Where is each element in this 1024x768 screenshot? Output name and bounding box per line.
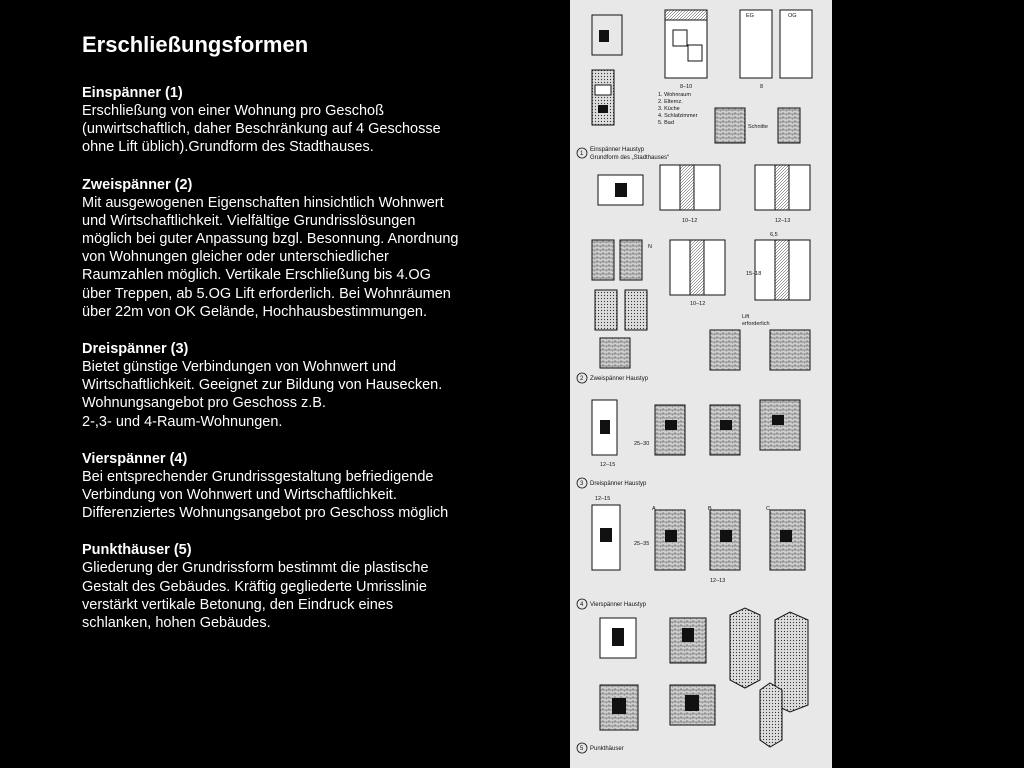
section-dreispaenner	[82, 340, 512, 431]
dim-label: 25–35	[634, 541, 650, 547]
dim-label: 25–30	[634, 441, 650, 447]
slide-title: Erschließungsformen	[82, 32, 309, 57]
legend-item: 2. Elternz.	[658, 99, 683, 105]
section-heading: Vierspänner (4)	[82, 450, 188, 467]
caption-4	[577, 599, 647, 609]
dim-label: 15–18	[746, 271, 762, 277]
label-b: B	[708, 506, 712, 512]
dreispaenner-drawings	[577, 400, 800, 488]
section-heading: Dreispänner (3)	[82, 341, 189, 358]
section-punkthaeuser	[82, 541, 512, 632]
caption-number: 2	[580, 376, 584, 382]
lift-label: Lift	[742, 314, 750, 320]
caption-text: Vierspänner Haustyp	[590, 602, 646, 608]
section-vierspaenner	[82, 450, 512, 523]
caption-1	[577, 147, 669, 161]
section-body: Erschließung von einer Wohnung pro Geschoß (unwirtschaftlich, daher Beschränkung auf 4 Geschosse ohne Lift üblich).Grundform des Stadthauses.	[82, 103, 441, 156]
caption-number: 3	[580, 481, 584, 487]
section-zweispaenner	[82, 176, 512, 321]
section-body: Bietet günstige Verbindungen von Wohnwert und Wirtschaftlichkeit. Geeignet zur Bildung von Hausecken. Wohnungsangebot pro Geschoss z.B. 2-,3- und 4-Raum-Wohnungen.	[82, 359, 443, 430]
punkthaeuser-drawings	[577, 608, 808, 753]
caption-number: 1	[580, 151, 584, 157]
vierspaenner-drawings	[577, 496, 805, 609]
caption-text: Zweispänner Haustyp	[590, 376, 649, 382]
og-label: OG	[788, 13, 797, 19]
caption-number: 5	[580, 746, 584, 752]
caption-number: 4	[580, 602, 584, 608]
caption-text: Einspänner Haustyp	[590, 147, 645, 153]
caption-3	[577, 478, 647, 488]
north-label: N	[648, 244, 652, 250]
zweispaenner-drawings	[577, 165, 810, 383]
dim-label: 8	[760, 84, 764, 90]
caption-2	[577, 373, 649, 383]
schnitte-label: Schnitte	[748, 124, 768, 130]
section-heading: Punkthäuser (5)	[82, 542, 192, 559]
legend-item: 4. Schlafzimmer	[658, 113, 698, 119]
caption-5	[577, 743, 624, 753]
einspaenner-drawings	[577, 10, 812, 161]
dim-label: 12–13	[710, 578, 726, 584]
dim-label: 12–15	[595, 496, 611, 502]
eg-label: EG	[746, 13, 754, 19]
dim-label: 12–15	[600, 462, 616, 468]
caption-text: Punkthäuser	[590, 746, 624, 752]
section-body: Mit ausgewogenen Eigenschaften hinsichtlich Wohnwert und Wirtschaftlichkeit. Vielfältige Grundrisslösungen möglich bei guter Anpassung bzgl. Besonnung. Anordnung von Wohnungen gleicher oder unterschiedlicher Raumzahlen möglich. Vertikale Erschließung bis 4.OG über Treppen, ab 5.OG Lift erforderlich. Bei Wohnräumen über 22m von OK Gelände, Hochhausbestimmungen.	[82, 194, 459, 320]
caption-text: Dreispänner Haustyp	[590, 481, 647, 487]
lift-label: erforderlich	[742, 321, 770, 327]
section-heading: Einspänner (1)	[82, 85, 183, 101]
legend	[658, 92, 698, 126]
legend-item: 1. Wohnraum	[658, 92, 691, 98]
section-einspaenner	[82, 84, 512, 157]
section-body: Gliederung der Grundrissform bestimmt die plastische Gestalt des Gebäudes. Kräftig gegliederte Umrisslinie verstärkt vertikale Betonung, den Eindruck eines schlanken, hohen Gebäudes.	[82, 560, 429, 632]
legend-item: 5. Bad	[658, 120, 674, 126]
floorplan-drawings	[570, 0, 832, 768]
dim-label: 10–12	[690, 301, 706, 307]
label-a: A	[652, 506, 656, 512]
text-column	[82, 30, 512, 651]
legend-item: 3. Küche	[658, 106, 680, 112]
section-body: Bei entsprechender Grundrissgestaltung befriedigende Verbindung von Wohnwert und Wirtschaftlichkeit. Differenziertes Wohnungsangebot pro Geschoss möglich	[82, 468, 449, 522]
caption-text: Grundform des „Stadthauses“	[590, 155, 670, 161]
label-c: C	[766, 506, 770, 512]
dim-label: 8–10	[680, 84, 693, 90]
floorplan-figure	[570, 0, 832, 768]
dim-label: 10–12	[682, 218, 698, 224]
section-heading: Zweispänner (2)	[82, 176, 193, 193]
dim-label: 12–13	[775, 218, 791, 224]
dim-label: 6,5	[770, 232, 778, 238]
